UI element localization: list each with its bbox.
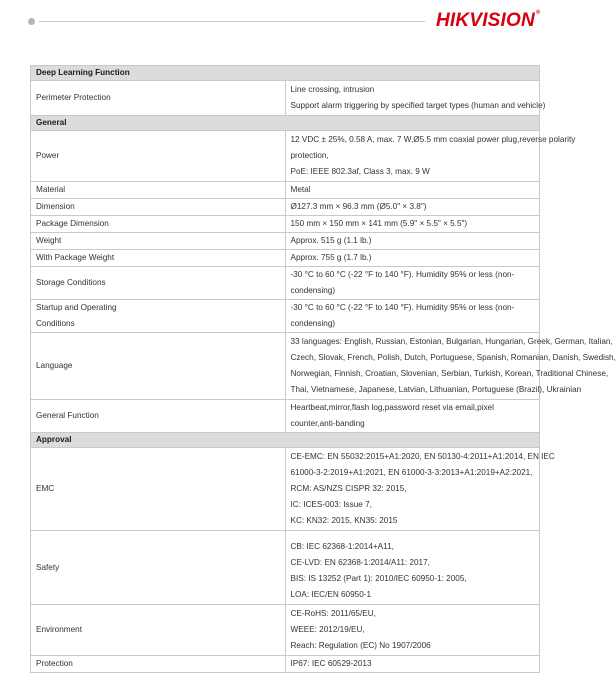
page-header [0, 0, 561, 48]
row-value: 150 mm × 150 mm × 141 mm (5.9" × 5.5" × 5.5") [285, 216, 540, 233]
row-value: 12 VDC ± 25%, 0.58 A, max. 7 W,Ø5.5 mm coaxial power plug,reverse polarity protection, PoE: IEEE 802.3af, Class 3, max. 9 W [285, 131, 540, 182]
row-protection [31, 656, 540, 673]
section-deep-learning [31, 66, 540, 81]
row-power [31, 131, 540, 182]
row-label: Safety [31, 531, 286, 605]
section-approval [31, 433, 540, 448]
row-label: Weight [31, 233, 286, 250]
header-rule [39, 21, 425, 22]
section-title: Approval [31, 433, 540, 448]
row-value: CB: IEC 62368-1:2014+A11, CE-LVD: EN 62368-1:2014/A11: 2017, BIS: IS 13252 (Part 1): 2010/IEC 60950-1: 2005, LOA: IEC/EN 60950-1 [285, 531, 540, 605]
section-title: General [31, 116, 540, 131]
row-package-dimension [31, 216, 540, 233]
row-value: Line crossing, intrusion Support alarm triggering by specified target types (human and vehicle) [285, 81, 540, 116]
row-label: EMC [31, 448, 286, 531]
row-label: Storage Conditions [31, 267, 286, 300]
row-safety [31, 531, 540, 605]
row-package-weight [31, 250, 540, 267]
row-value: Approx. 755 g (1.7 lb.) [285, 250, 540, 267]
section-general [31, 116, 540, 131]
row-value: -30 °C to 60 °C (-22 °F to 140 °F). Humidity 95% or less (non-condensing) [285, 267, 540, 300]
row-label: Protection [31, 656, 286, 673]
row-perimeter-protection [31, 81, 540, 116]
row-value: 33 languages: English, Russian, Estonian, Bulgarian, Hungarian, Greek, German, Italian, Czech, Slovak, French, Polish, Dutch, Portuguese, Spanish, Romanian, Danish, Swedish, Norwegian, Finnish, Croatian, Slovenian, Serbian, Turkish, Korean, Traditional Chinese, Thai, Vietnamese, Japanese, Latvian, Lithuanian, Portuguese (Brazil), Ukrainian [285, 333, 540, 400]
row-label: Dimension [31, 199, 286, 216]
row-value: -30 °C to 60 °C (-22 °F to 140 °F). Humidity 95% or less (non-condensing) [285, 300, 540, 333]
row-label: With Package Weight [31, 250, 286, 267]
row-dimension [31, 199, 540, 216]
row-value: Ø127.3 mm × 96.3 mm (Ø5.0" × 3.8") [285, 199, 540, 216]
row-value: CE-EMC: EN 55032:2015+A1:2020, EN 50130-4:2011+A1:2014, EN IEC 61000-3-2:2019+A1:2021, EN 61000-3-3:2013+A1:2019+A2:2021, RCM: AS/NZS CISPR 32: 2015, IC: ICES-003: Issue 7, KC: KN32: 2015, KN35: 2015 [285, 448, 540, 531]
row-material [31, 182, 540, 199]
row-label: General Function [31, 400, 286, 433]
row-startup-conditions [31, 300, 540, 333]
row-value: Metal [285, 182, 540, 199]
row-value: IP67: IEC 60529-2013 [285, 656, 540, 673]
row-label: Language [31, 333, 286, 400]
row-language [31, 333, 540, 400]
row-weight [31, 233, 540, 250]
row-value: Heartbeat,mirror,flash log,password reset via email,pixel counter,anti-banding [285, 400, 540, 433]
row-label: Environment [31, 605, 286, 656]
row-label: Material [31, 182, 286, 199]
row-emc [31, 448, 540, 531]
spec-table [30, 65, 616, 673]
bullet-dot [28, 18, 35, 25]
row-value: CE-RoHS: 2011/65/EU, WEEE: 2012/19/EU, Reach: Regulation (EC) No 1907/2006 [285, 605, 540, 656]
row-value: Approx. 515 g (1.1 lb.) [285, 233, 540, 250]
row-general-function [31, 400, 540, 433]
row-label: Perimeter Protection [31, 81, 286, 116]
row-environment [31, 605, 540, 656]
row-label: Startup and Operating Conditions [31, 300, 286, 333]
row-storage-conditions [31, 267, 540, 300]
row-label: Power [31, 131, 286, 182]
row-label: Package Dimension [31, 216, 286, 233]
section-title: Deep Learning Function [31, 66, 540, 81]
hikvision-logo: HIKVISION® [436, 10, 541, 31]
